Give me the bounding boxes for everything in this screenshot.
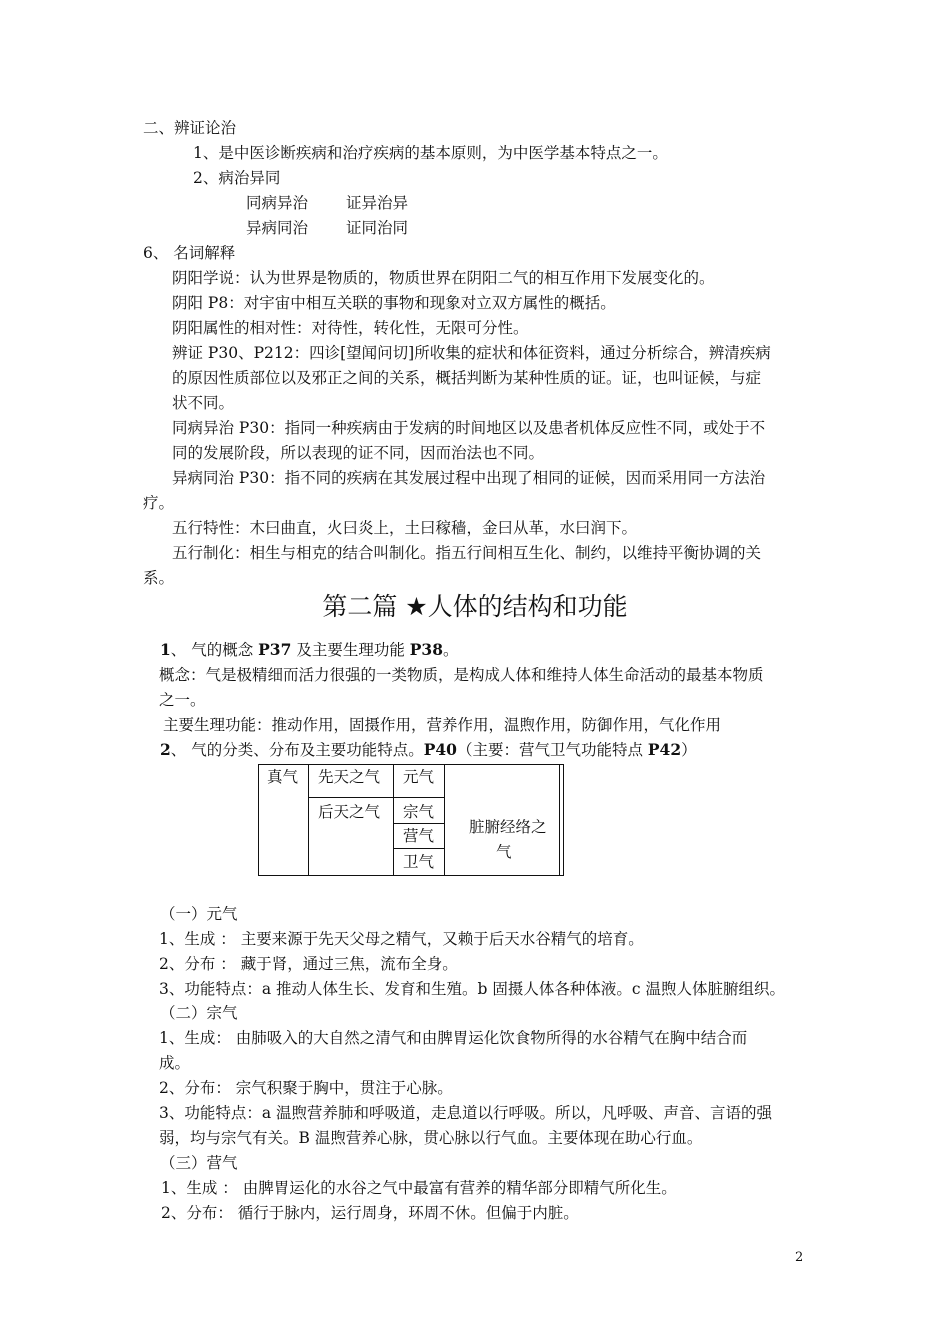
text-line: 3、功能特点：a 推动人体生长、发育和生殖。b 固摄人体各种体液。c 温煦人体脏腑组织。: [159, 980, 785, 998]
table-divider: [393, 764, 394, 876]
text-line: 异病同治: [246, 219, 309, 237]
text-line: 辨证 P30、P212：四诊[望闻问切]所收集的症状和体征资料，通过分析综合，辨清疾病: [172, 344, 771, 362]
text-line: 1、生成 ： 主要来源于先天父母之精气，又赖于后天水谷精气的培育。: [159, 930, 644, 948]
table-divider: [308, 797, 444, 798]
text-line: 的原因性质部位以及邪正之间的关系，概括判断为某种性质的证。证，也叫证候，与症: [172, 369, 762, 387]
text-line: 同病异治: [246, 194, 309, 212]
text-line: 异病同治 P30：指不同的疾病在其发展过程中出现了相同的证候，因而采用同一方法治: [172, 469, 766, 487]
text-line: 弱，均与宗气有关。B 温煦营养心脉，贯心脉以行气血。主要体现在助心行血。: [159, 1129, 703, 1147]
page-number: 2: [795, 1250, 804, 1265]
cell-yuanqi: 元气: [403, 768, 435, 786]
text-line: 2、分布： 循行于脉内，运行周身，环周不休。但偏于内脏。: [161, 1204, 579, 1222]
text-line: 阴阳属性的相对性：对待性，转化性，无限可分性。: [172, 319, 529, 337]
subheading-zongqi: （二）宗气: [160, 1004, 238, 1022]
cell-weiqi: 卫气: [403, 853, 435, 871]
heading-bianzheng: 二、辨证论治: [143, 119, 237, 137]
cell-zangfu-wrap: 气: [496, 843, 512, 861]
subheading-yingqi: （三）营气: [160, 1154, 238, 1172]
heading-mingci: 6、 名词解释: [143, 244, 236, 262]
text-line: 1、生成 ： 由脾胃运化的水谷之气中最富有营养的精华部分即精气所化生。: [161, 1179, 677, 1197]
text-line: 主要生理功能：推动作用，固摄作用，营养作用，温煦作用，防御作用，气化作用: [163, 716, 722, 734]
text-line: 概念：气是极精细而活力很强的一类物质，是构成人体和维持人体生命活动的最基本物质: [159, 666, 764, 684]
text-line: 同的发展阶段，所以表现的证不同，因而治法也不同。: [172, 444, 545, 462]
text-line: 疗。: [143, 494, 175, 512]
section-heading-1: 1、 气的概念 P37 及主要生理功能 P38。: [160, 640, 459, 659]
text-line: 五行特性：木曰曲直，火曰炎上，土曰稼穑，金曰从革，水曰润下。: [172, 519, 638, 537]
text-line: 2、病治异同: [193, 169, 281, 187]
text-line: 阴阳学说：认为世界是物质的，物质世界在阴阳二气的相互作用下发展变化的。: [172, 269, 715, 287]
text-line: 之一。: [159, 691, 206, 709]
table-divider: [444, 764, 445, 876]
text-line: 1、生成： 由肺吸入的大自然之清气和由脾胃运化饮食物所得的水谷精气在胸中结合而: [159, 1029, 748, 1047]
text-line: 证同治同: [346, 219, 409, 237]
qi-classification-table: [258, 764, 564, 876]
cell-zangfu: 脏腑经络之: [469, 818, 547, 836]
cell-xiantian: 先天之气: [318, 768, 381, 786]
text-line: 阴阳 P8：对宇宙中相互关联的事物和现象对立双方属性的概括。: [172, 294, 616, 312]
subheading-yuanqi: （一）元气: [160, 905, 238, 923]
text-line: 状不同。: [172, 394, 235, 412]
cell-zhenqi: 真气: [267, 768, 299, 786]
cell-zongqi: 宗气: [403, 803, 435, 821]
table-divider: [393, 823, 444, 824]
text-line: 证异治异: [346, 194, 409, 212]
text-line: 五行制化：相生与相克的结合叫制化。指五行间相互生化、制约，以维持平衡协调的关: [172, 544, 762, 562]
table-divider: [308, 764, 309, 876]
table-divider: [393, 848, 444, 849]
text-line: 1、是中医诊断疾病和治疗疾病的基本原则，为中医学基本特点之一。: [193, 144, 668, 162]
text-line: 2、分布： 宗气积聚于胸中，贯注于心脉。: [159, 1079, 453, 1097]
text-line: 2、分布 ： 藏于肾，通过三焦，流布全身。: [159, 955, 458, 973]
text-line: 系。: [143, 569, 175, 587]
table-right-border: [559, 764, 564, 876]
text-line: 3、功能特点：a 温煦营养肺和呼吸道，走息道以行呼吸。所以，凡呼吸、声音、言语的强: [159, 1104, 773, 1122]
text-line: 成。: [159, 1054, 191, 1072]
text-line: 同病异治 P30：指同一种疾病由于发病的时间地区以及患者机体反应性不同，或处于不: [172, 419, 766, 437]
chapter-title: 第二篇 ★人体的结构和功能: [322, 592, 628, 621]
cell-houtian: 后天之气: [318, 803, 381, 821]
cell-yingqi: 营气: [403, 827, 435, 845]
section-heading-2: 2、 气的分类、分布及主要功能特点。P40（主要：营气卫气功能特点 P42）: [160, 740, 697, 759]
